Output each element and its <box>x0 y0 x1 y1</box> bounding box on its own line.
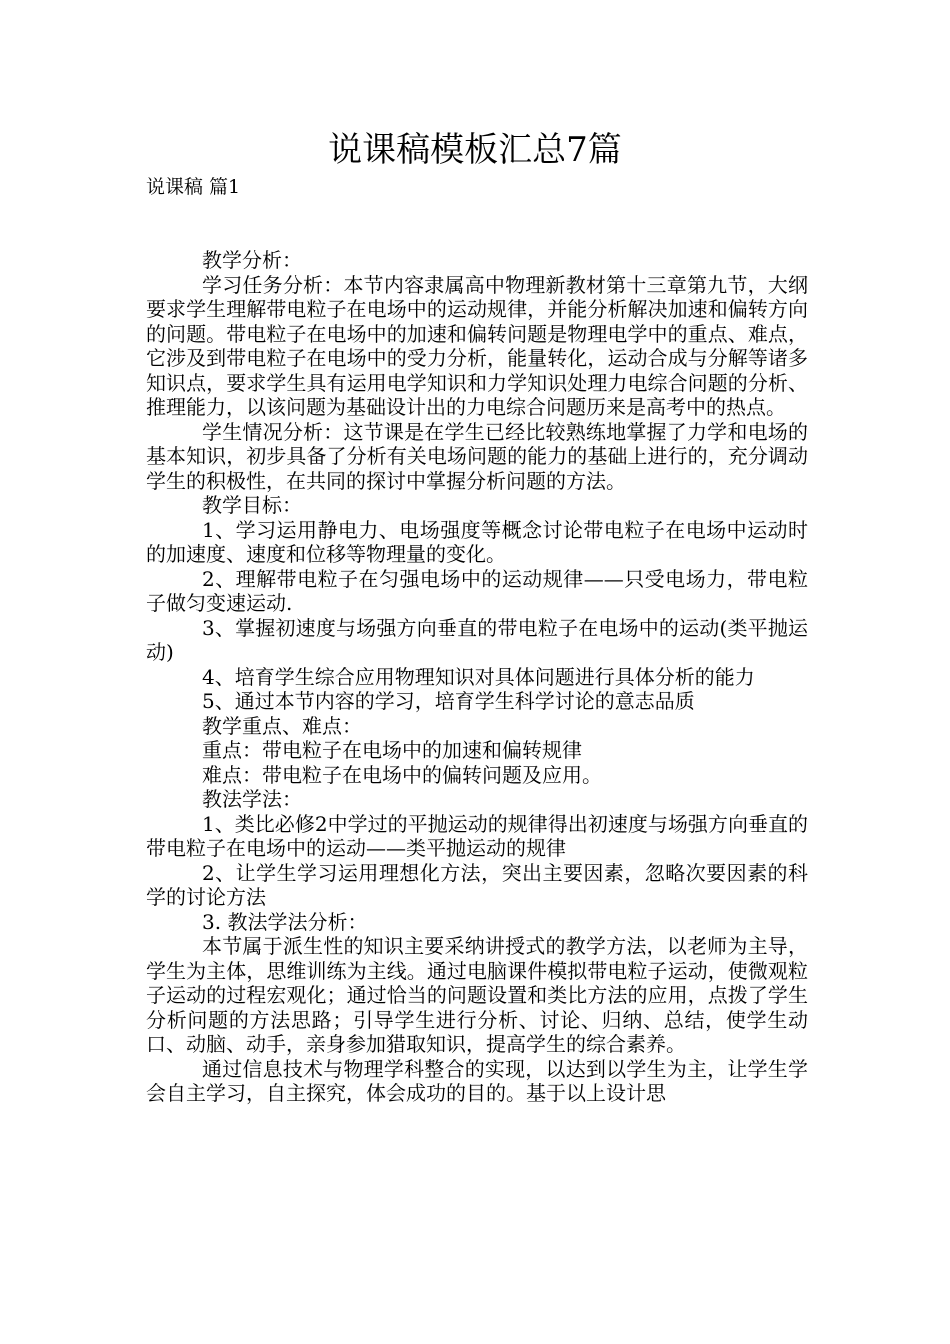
document-title: 说课稿模板汇总7篇 <box>328 130 622 170</box>
paragraph: 3. 教法学法分析： <box>202 909 368 934</box>
paragraph: 难点：带电粒子在电场中的偏转问题及应用。 <box>202 762 602 787</box>
paragraph: 5、通过本节内容的学习，培育学生科学讨论的意志品质 <box>202 689 695 713</box>
paragraph: 教法学法： <box>202 787 302 811</box>
paragraph: 2、让学生学习运用理想化方法，突出主要因素，忽略次要因素的科学的讨论方法 <box>146 860 808 909</box>
paragraph: 4、培育学生综合应用物理知识对具体问题进行具体分析的能力 <box>202 664 755 689</box>
paragraph: 教学重点、难点： <box>202 713 362 738</box>
paragraph: 学习任务分析：本节内容隶属高中物理新教材第十三章第九节，大纲要求学生理解带电粒子在电场中的运动规律，并能分析解决加速和偏转方向的问题。带电粒子在电场中的加速和偏转问题是物理电学中的重点、难点，它涉及到带电粒子在电场中的受力分析，能量转化，运动合成与分解等诸多知识点，要求学生具有运用电学知识和力学知识处理力电综合问题的分析、推理能力，以该问题为基础设计出的力电综合问题历来是高考中的热点。 <box>146 272 808 419</box>
section-heading: 说课稿 篇1 <box>146 176 241 198</box>
paragraph: 1、类比必修2中学过的平抛运动的规律得出初速度与场强方向垂直的带电粒子在电场中的运动——类平抛运动的规律 <box>146 811 808 860</box>
paragraph: 1、学习运用静电力、电场强度等概念讨论带电粒子在电场中运动时的加速度、速度和位移等物理量的变化。 <box>146 517 808 566</box>
paragraph: 本节属于派生性的知识主要采纳讲授式的教学方法，以老师为主导，学生为主体，思维训练为主线。通过电脑课件模拟带电粒子运动，使微观粒子运动的过程宏观化；通过恰当的问题设置和类比方法的应用，点拨了学生分析问题的方法思路；引导学生进行分析、讨论、归纳、总结，使学生动口、动脑、动手，亲身参加猎取知识，提高学生的综合素养。 <box>146 934 808 1056</box>
paragraph: 重点：带电粒子在电场中的加速和偏转规律 <box>202 738 582 762</box>
paragraph: 教学目标： <box>202 493 302 517</box>
document-body <box>146 248 808 1106</box>
paragraph: 通过信息技术与物理学科整合的实现，以达到以学生为主，让学生学会自主学习，自主探究，体会成功的目的。基于以上设计思 <box>146 1056 808 1105</box>
paragraph: 2、理解带电粒子在匀强电场中的运动规律——只受电场力，带电粒子做匀变速运动. <box>146 566 808 615</box>
paragraph: 教学分析： <box>202 248 302 272</box>
paragraph: 学生情况分析：这节课是在学生已经比较熟练地掌握了力学和电场的基本知识，初步具备了分析有关电场问题的能力的基础上进行的，充分调动学生的积极性，在共同的探讨中掌握分析问题的方法。 <box>146 419 808 493</box>
paragraph: 3、掌握初速度与场强方向垂直的带电粒子在电场中的运动(类平抛运动) <box>146 615 808 664</box>
